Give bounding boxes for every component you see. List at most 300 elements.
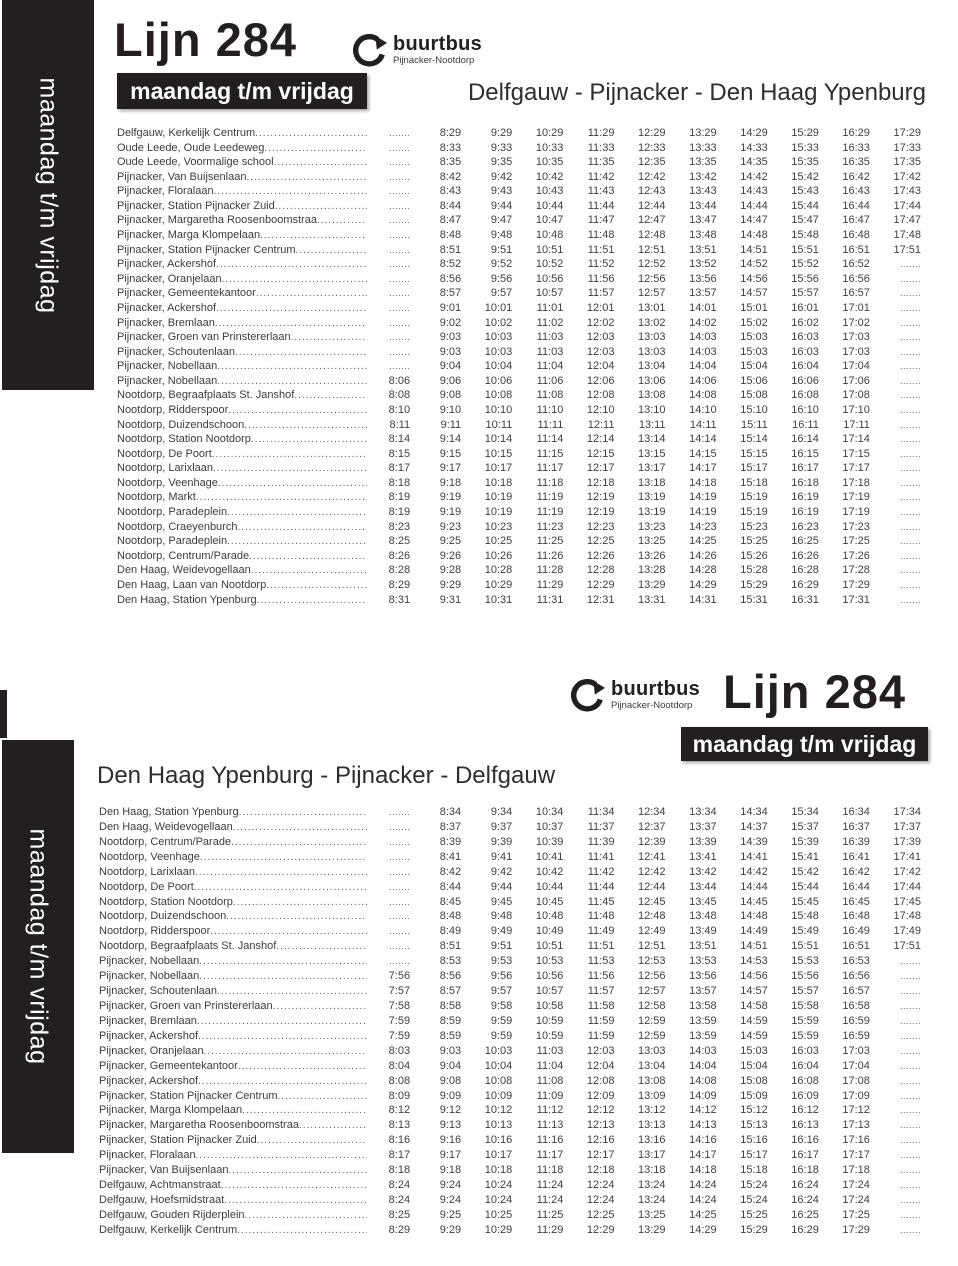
time-cell: 11:03 xyxy=(536,345,564,358)
time-cell: 9:39 xyxy=(490,835,513,848)
time-cell: 11:24 xyxy=(536,1179,564,1192)
stop-name: Nootdorp, Larixlaan xyxy=(117,462,214,475)
time-cell: 14:12 xyxy=(689,1104,717,1117)
time-cell: 15:56 xyxy=(791,970,819,983)
stop-name: Pijnacker, Schoutenlaan xyxy=(99,985,218,998)
time-cell: 9:08 xyxy=(439,389,462,402)
time-cell: 14:31 xyxy=(689,593,717,606)
dotted-leader xyxy=(210,926,367,937)
time-cell: 11:17 xyxy=(536,462,564,475)
stop-cell xyxy=(117,185,367,197)
time-cell: 8:11 xyxy=(389,418,411,431)
time-cell: 14:44 xyxy=(740,880,768,893)
time-cell: 10:25 xyxy=(484,535,513,548)
no-service-cell: ....... xyxy=(900,1030,922,1041)
time-cell: 12:03 xyxy=(586,345,615,358)
time-cell: 10:15 xyxy=(484,447,513,460)
time-cell: 14:48 xyxy=(740,229,768,242)
time-cell: 9:35 xyxy=(490,156,513,169)
stop-cell xyxy=(117,127,367,139)
time-cell: 11:14 xyxy=(536,433,564,446)
dotted-leader xyxy=(199,956,367,967)
time-cell: 13:51 xyxy=(689,940,717,953)
time-cell: 8:18 xyxy=(388,1164,411,1177)
time-cell: 8:17 xyxy=(388,462,411,475)
time-cell: 14:29 xyxy=(689,1223,717,1236)
timetable-row xyxy=(117,594,929,609)
time-cell: 17:12 xyxy=(842,1104,870,1117)
time-cell: 9:29 xyxy=(439,1223,462,1236)
no-service-cell: ....... xyxy=(900,1165,922,1176)
stop-cell xyxy=(117,346,367,358)
time-cell: 10:04 xyxy=(484,1059,513,1072)
time-cell: 16:34 xyxy=(842,806,870,818)
time-cell: 15:51 xyxy=(791,243,819,256)
time-cell: 8:10 xyxy=(388,403,411,416)
time-cell: 15:18 xyxy=(740,1164,768,1177)
time-cell: 8:59 xyxy=(439,1014,462,1027)
stop-cell xyxy=(117,491,367,503)
no-service-cell: ....... xyxy=(900,273,922,284)
time-cell: 14:01 xyxy=(689,301,717,314)
timetable-row xyxy=(117,214,929,229)
stop-cell xyxy=(99,896,367,908)
time-cell: 12:08 xyxy=(586,389,615,402)
time-cell: 9:31 xyxy=(439,593,462,606)
time-cell: 9:06 xyxy=(439,374,462,387)
time-cell: 9:02 xyxy=(439,316,462,329)
time-cell: 17:48 xyxy=(893,910,922,923)
time-cell: 9:28 xyxy=(439,564,462,577)
time-cell: 8:59 xyxy=(439,1029,462,1042)
time-cell: 11:12 xyxy=(536,1104,564,1117)
time-cell: 10:03 xyxy=(484,1044,513,1057)
stop-cell xyxy=(117,462,367,474)
time-cell: 13:24 xyxy=(638,1193,666,1206)
dotted-leader xyxy=(204,1046,367,1057)
time-cell: 15:48 xyxy=(791,229,819,242)
time-cell: 14:18 xyxy=(689,476,717,489)
dotted-leader xyxy=(224,1195,367,1206)
time-cell: 10:11 xyxy=(485,418,513,431)
stop-cell xyxy=(117,564,367,576)
time-cell: 10:19 xyxy=(484,491,513,504)
time-cell: 12:59 xyxy=(638,1014,666,1027)
time-cell: 11:59 xyxy=(587,1014,615,1027)
stop-cell xyxy=(99,1060,367,1072)
time-cell: 17:03 xyxy=(842,345,870,358)
time-cell: 12:19 xyxy=(586,506,615,519)
time-cell: 12:44 xyxy=(638,880,666,893)
time-cell: 9:16 xyxy=(439,1134,462,1147)
time-cell: 11:59 xyxy=(587,1029,615,1042)
time-cell: 8:48 xyxy=(439,229,462,242)
time-cell: 14:26 xyxy=(689,549,717,562)
time-cell: 10:01 xyxy=(484,301,513,314)
time-cell: 8:51 xyxy=(439,243,462,256)
time-cell: 12:42 xyxy=(638,170,666,183)
no-service-cell: ....... xyxy=(389,361,411,372)
time-cell: 16:15 xyxy=(791,447,819,460)
stop-cell xyxy=(99,925,367,937)
dotted-leader xyxy=(216,303,367,314)
time-cell: 10:35 xyxy=(535,156,564,169)
time-cell: 13:58 xyxy=(689,999,717,1012)
dotted-leader xyxy=(255,128,367,139)
time-cell: 12:04 xyxy=(586,360,615,373)
stop-name: Nootdorp, Paradeplein xyxy=(117,506,228,519)
time-cell: 13:47 xyxy=(689,214,717,227)
time-cell: 13:57 xyxy=(689,287,717,300)
time-cell: 17:14 xyxy=(842,433,870,446)
time-cell: 13:18 xyxy=(638,1164,666,1177)
time-cell: 11:29 xyxy=(536,1223,564,1236)
no-service-cell: ....... xyxy=(900,404,922,415)
time-cell: 17:17 xyxy=(842,462,870,475)
time-cell: 8:58 xyxy=(439,999,462,1012)
timetable-row xyxy=(99,985,929,1000)
time-cell: 10:29 xyxy=(535,127,564,139)
time-cell: 8:42 xyxy=(439,865,462,878)
time-cell: 15:01 xyxy=(740,301,768,314)
time-cell: 12:17 xyxy=(586,1149,615,1162)
time-cell: 14:18 xyxy=(689,1164,717,1177)
time-cell: 16:39 xyxy=(842,835,870,848)
time-cell: 15:19 xyxy=(740,506,768,519)
time-cell: 17:33 xyxy=(893,141,922,154)
stop-name: Pijnacker, Groen van Prinstererlaan xyxy=(99,999,273,1012)
dotted-leader xyxy=(231,837,367,848)
time-cell: 12:13 xyxy=(586,1119,615,1132)
time-cell: 8:03 xyxy=(388,1044,411,1057)
dotted-leader xyxy=(257,595,367,606)
time-cell: 15:52 xyxy=(791,258,819,271)
stop-name: Nootdorp, Centrum/Parade xyxy=(117,549,250,562)
timetable-row xyxy=(99,1149,929,1164)
time-cell: 14:48 xyxy=(740,910,768,923)
stop-name: Pijnacker, Margaretha Roosenboomstraa xyxy=(99,1119,299,1132)
time-cell: 9:53 xyxy=(490,955,513,968)
time-cell: 17:49 xyxy=(893,925,922,938)
stop-name: Pijnacker, Station Pijnacker Zuid xyxy=(99,1134,257,1147)
stop-name: Pijnacker, Oranjelaan xyxy=(117,272,222,285)
time-cell: 15:18 xyxy=(740,476,768,489)
time-cell: 13:03 xyxy=(638,331,666,344)
timetable-row xyxy=(117,156,929,171)
no-service-cell: ....... xyxy=(900,259,922,270)
time-cell: 17:04 xyxy=(842,360,870,373)
time-cell: 12:41 xyxy=(638,850,666,863)
dotted-leader xyxy=(317,215,367,226)
time-cell: 12:57 xyxy=(638,985,666,998)
time-cell: 17:35 xyxy=(893,156,922,169)
time-cell: 10:25 xyxy=(484,1208,513,1221)
time-cell: 17:44 xyxy=(893,880,922,893)
timetable-row xyxy=(99,1119,929,1134)
time-cell: 17:03 xyxy=(842,331,870,344)
time-cell: 9:42 xyxy=(490,170,513,183)
timetable-row xyxy=(99,970,929,985)
time-cell: 13:31 xyxy=(638,593,666,606)
stop-name: Nootdorp, Station Nootdorp xyxy=(99,895,233,908)
time-cell: 8:29 xyxy=(388,578,411,591)
time-cell: 10:51 xyxy=(535,940,564,953)
time-cell: 14:17 xyxy=(689,462,717,475)
time-cell: 11:17 xyxy=(536,1149,564,1162)
time-cell: 14:25 xyxy=(689,1208,717,1221)
time-cell: 14:15 xyxy=(689,447,717,460)
time-cell: 12:47 xyxy=(638,214,666,227)
dotted-leader xyxy=(226,911,367,922)
dotted-leader xyxy=(197,1016,367,1027)
time-cell: 16:02 xyxy=(791,316,819,329)
dotted-leader xyxy=(217,986,367,997)
stop-cell xyxy=(99,1030,367,1042)
time-cell: 13:06 xyxy=(638,374,666,387)
time-cell: 14:49 xyxy=(740,925,768,938)
time-cell: 17:39 xyxy=(893,835,922,848)
timetable-row xyxy=(99,1209,929,1224)
time-cell: 16:09 xyxy=(791,1089,819,1102)
dotted-leader xyxy=(244,420,367,431)
stop-cell xyxy=(117,389,367,401)
no-service-cell: ....... xyxy=(900,986,922,997)
time-cell: 15:25 xyxy=(740,535,768,548)
dotted-leader xyxy=(245,1210,367,1221)
time-cell: 15:17 xyxy=(740,462,768,475)
no-service-cell: ....... xyxy=(389,186,411,197)
time-cell: 15:10 xyxy=(740,403,768,416)
time-cell: 8:17 xyxy=(388,1149,411,1162)
time-cell: 10:29 xyxy=(484,1223,513,1236)
stop-cell xyxy=(99,970,367,982)
dotted-leader xyxy=(233,822,367,833)
no-service-cell: ....... xyxy=(389,896,411,907)
time-cell: 16:25 xyxy=(791,535,819,548)
time-cell: 16:52 xyxy=(842,258,870,271)
time-cell: 11:39 xyxy=(587,835,615,848)
time-cell: 14:43 xyxy=(740,185,768,198)
no-service-cell: ....... xyxy=(900,971,922,982)
time-cell: 8:14 xyxy=(388,433,411,446)
time-cell: 13:43 xyxy=(689,185,717,198)
time-cell: 11:44 xyxy=(587,880,615,893)
time-cell: 10:04 xyxy=(484,360,513,373)
no-service-cell: ....... xyxy=(900,956,922,967)
time-cell: 10:10 xyxy=(484,403,513,416)
time-cell: 12:39 xyxy=(638,835,666,848)
time-cell: 9:15 xyxy=(439,447,462,460)
time-cell: 11:04 xyxy=(536,1059,564,1072)
time-cell: 13:23 xyxy=(638,520,666,533)
dotted-leader xyxy=(235,347,367,358)
time-cell: 14:29 xyxy=(689,578,717,591)
time-cell: 15:59 xyxy=(791,1014,819,1027)
weekday-side-banner-top-label: maandag t/m vrijdag xyxy=(34,76,63,314)
stop-name: Pijnacker, Ackershof xyxy=(117,258,217,271)
time-cell: 14:02 xyxy=(689,316,717,329)
time-cell: 13:29 xyxy=(638,578,666,591)
timetable-row xyxy=(99,881,929,896)
stop-name: Nootdorp, Ridderspoor xyxy=(117,403,229,416)
time-cell: 16:53 xyxy=(842,955,870,968)
no-service-cell: ....... xyxy=(900,332,922,343)
time-cell: 9:48 xyxy=(490,229,513,242)
no-service-cell: ....... xyxy=(900,288,922,299)
time-cell: 11:45 xyxy=(587,895,615,908)
time-cell: 14:56 xyxy=(740,272,768,285)
stop-cell xyxy=(117,521,367,533)
time-cell: 9:17 xyxy=(439,462,462,475)
time-cell: 12:04 xyxy=(586,1059,615,1072)
time-cell: 10:02 xyxy=(484,316,513,329)
stop-name: Pijnacker, Station Pijnacker Centrum xyxy=(99,1089,278,1102)
stop-cell xyxy=(99,1194,367,1206)
no-service-cell: ....... xyxy=(900,448,922,459)
time-cell: 8:43 xyxy=(439,185,462,198)
time-cell: 10:14 xyxy=(484,433,513,446)
time-cell: 16:59 xyxy=(842,1029,870,1042)
time-cell: 17:43 xyxy=(893,185,922,198)
time-cell: 11:25 xyxy=(536,1208,564,1221)
time-cell: 11:18 xyxy=(536,1164,564,1177)
time-cell: 15:51 xyxy=(791,940,819,953)
time-cell: 16:44 xyxy=(842,199,870,212)
time-cell: 15:45 xyxy=(791,895,819,908)
time-cell: 13:26 xyxy=(638,549,666,562)
timetable-row xyxy=(99,1224,929,1239)
time-cell: 10:37 xyxy=(535,820,564,833)
time-cell: 12:23 xyxy=(586,520,615,533)
route-title-outbound: Delfgauw - Pijnacker - Den Haag Ypenburg xyxy=(467,79,926,106)
time-cell: 13:41 xyxy=(689,850,717,863)
time-cell: 8:31 xyxy=(388,593,411,606)
time-cell: 8:19 xyxy=(388,491,411,504)
time-cell: 16:41 xyxy=(842,850,870,863)
buurtbus-logo-top xyxy=(353,34,482,68)
logo-name: buurtbus xyxy=(393,33,483,55)
time-cell: 8:16 xyxy=(388,1134,411,1147)
time-cell: 17:17 xyxy=(842,1149,870,1162)
dotted-leader xyxy=(228,405,367,416)
time-cell: 9:49 xyxy=(490,925,513,938)
stop-name: Nootdorp, Veenhage xyxy=(117,476,218,489)
time-cell: 11:42 xyxy=(587,170,615,183)
stop-name: Pijnacker, Margaretha Roosenboomstraa xyxy=(117,214,317,227)
no-service-cell: ....... xyxy=(900,521,922,532)
time-cell: 17:19 xyxy=(842,491,870,504)
timetable-row xyxy=(117,171,929,186)
dotted-leader xyxy=(196,1150,367,1161)
time-cell: 12:29 xyxy=(586,1223,615,1236)
stop-name: Den Haag, Weidevogellaan xyxy=(99,820,233,833)
time-cell: 9:12 xyxy=(439,1104,462,1117)
time-cell: 16:58 xyxy=(842,999,870,1012)
stop-cell xyxy=(117,594,367,606)
time-cell: 12:11 xyxy=(587,418,615,431)
dotted-leader xyxy=(221,1180,367,1191)
time-cell: 11:04 xyxy=(536,360,564,373)
time-cell: 17:25 xyxy=(842,1208,870,1221)
stop-name: Nootdorp, Station Nootdorp xyxy=(117,433,251,446)
time-cell: 14:28 xyxy=(689,564,717,577)
dotted-leader xyxy=(215,318,367,329)
timetable-row xyxy=(117,302,929,317)
time-cell: 16:11 xyxy=(792,418,819,431)
time-cell: 11:52 xyxy=(587,258,615,271)
stop-cell xyxy=(99,1149,367,1161)
time-cell: 14:59 xyxy=(740,1029,768,1042)
time-cell: 14:57 xyxy=(740,985,768,998)
weekday-side-banner-bottom xyxy=(2,740,74,1153)
stop-name: Nootdorp, Larixlaan xyxy=(99,865,196,878)
time-cell: 15:28 xyxy=(740,564,768,577)
timetable-row xyxy=(117,287,929,302)
timetable-row xyxy=(99,1090,929,1105)
time-cell: 8:08 xyxy=(388,389,411,402)
route-title-inbound: Den Haag Ypenburg - Pijnacker - Delfgauw xyxy=(97,762,556,789)
time-cell: 9:57 xyxy=(490,985,513,998)
no-service-cell: ....... xyxy=(900,317,922,328)
time-cell: 16:29 xyxy=(842,127,870,139)
time-cell: 16:42 xyxy=(842,170,870,183)
time-cell: 9:26 xyxy=(439,549,462,562)
stop-cell xyxy=(99,851,367,863)
time-cell: 11:57 xyxy=(587,287,615,300)
time-cell: 10:09 xyxy=(484,1089,513,1102)
time-cell: 15:31 xyxy=(740,593,768,606)
time-cell: 8:24 xyxy=(388,1179,411,1192)
stop-name: Oude Leede, Voormalige school xyxy=(117,156,274,169)
time-cell: 13:45 xyxy=(689,895,717,908)
time-cell: 17:42 xyxy=(893,865,922,878)
time-cell: 12:25 xyxy=(586,535,615,548)
time-cell: 8:57 xyxy=(439,985,462,998)
time-cell: 12:56 xyxy=(638,272,666,285)
time-cell: 14:24 xyxy=(689,1179,717,1192)
timetable-row xyxy=(99,1000,929,1015)
time-cell: 8:49 xyxy=(439,925,462,938)
timetable-row xyxy=(117,477,929,492)
timetable-row xyxy=(117,142,929,157)
time-cell: 11:01 xyxy=(536,301,564,314)
time-cell: 9:03 xyxy=(439,345,462,358)
time-cell: 9:42 xyxy=(490,865,513,878)
time-cell: 11:56 xyxy=(587,970,615,983)
time-cell: 10:17 xyxy=(484,462,513,475)
time-cell: 16:10 xyxy=(791,403,819,416)
time-cell: 9:29 xyxy=(439,578,462,591)
no-service-cell: ....... xyxy=(389,866,411,877)
no-service-cell: ....... xyxy=(900,477,922,488)
time-cell: 11:19 xyxy=(536,506,564,519)
time-cell: 13:19 xyxy=(638,506,666,519)
weekday-banner-bottom-label: maandag t/m vrijdag xyxy=(692,730,917,757)
timetable-row xyxy=(117,331,929,346)
stop-name: Den Haag, Station Ypenburg xyxy=(117,593,257,606)
time-cell: 11:09 xyxy=(536,1089,564,1102)
timetable-row xyxy=(99,1060,929,1075)
time-cell: 17:41 xyxy=(893,850,922,863)
no-service-cell: ....... xyxy=(389,259,411,270)
time-cell: 10:57 xyxy=(535,287,564,300)
time-cell: 15:17 xyxy=(740,1149,768,1162)
timetable-row xyxy=(117,491,929,506)
time-cell: 11:43 xyxy=(587,185,615,198)
time-cell: 13:12 xyxy=(638,1104,666,1117)
timetable-row xyxy=(99,910,929,925)
time-cell: 16:19 xyxy=(791,506,819,519)
